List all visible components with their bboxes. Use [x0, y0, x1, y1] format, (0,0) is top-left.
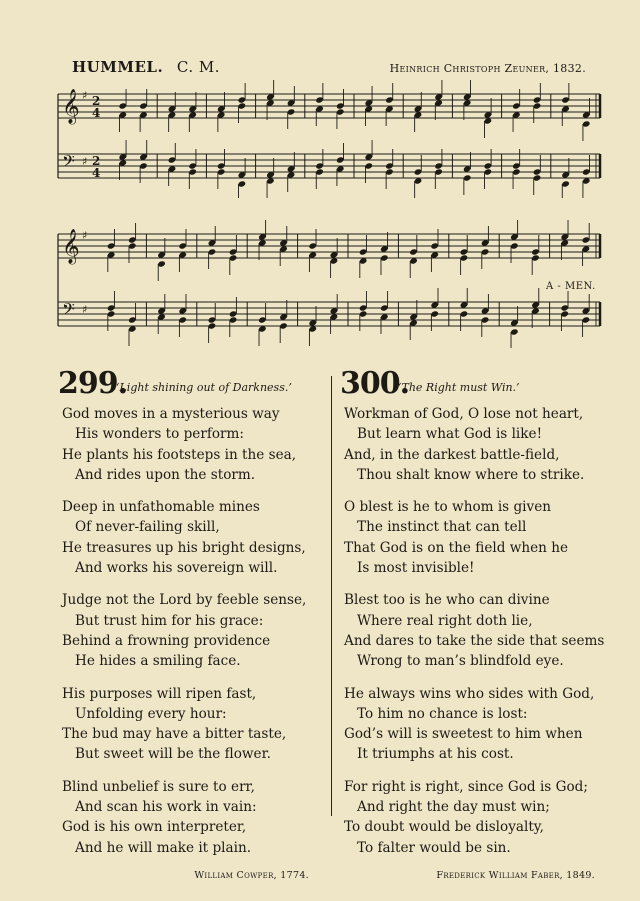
hymn-header	[58, 366, 327, 404]
stanza	[344, 684, 609, 765]
stanza	[62, 404, 327, 485]
stanza	[62, 777, 327, 858]
bass-clef: 𝄢	[62, 151, 75, 175]
verse-line: And dares to take the side that seems	[344, 632, 605, 649]
verse-line: God moves in a mysterious way	[62, 406, 280, 422]
verse-line: The bud may have a bitter taste,	[62, 726, 287, 743]
verse-line: He always wins who sides with God,	[344, 685, 595, 702]
verse-line: The instinct that can tell	[357, 519, 527, 536]
verse-line: But learn what God is like!	[357, 426, 543, 443]
key-sharp: ♯	[82, 89, 88, 102]
amen-lyric: A - MEN.	[546, 281, 596, 292]
key-sharp: ♯	[82, 229, 88, 242]
verse-line: And right the day must win;	[357, 799, 550, 816]
composer-credit: Heinrich Christoph Zeuner, 1832.	[389, 62, 586, 75]
verse-line: And he will make it plain.	[75, 839, 252, 856]
time-signature: 4	[92, 166, 101, 180]
verse-line: And scan his work in vain:	[75, 799, 257, 816]
hymn-header	[340, 366, 609, 404]
score-system-2-svg	[56, 218, 606, 348]
time-signature: 2	[92, 94, 101, 108]
verse-line: To doubt would be disloyalty,	[344, 819, 545, 836]
verse-line: O blest is he to whom is given	[344, 499, 552, 516]
verse-line: That God is on the field when he	[344, 539, 569, 556]
verse-line: Judge not the Lord by feeble sense,	[62, 592, 307, 609]
verse-line: And rides upon the storm.	[75, 466, 256, 483]
stanza	[62, 590, 327, 671]
verse-line: Where real right doth lie,	[357, 612, 533, 629]
hymn-subtitle: ‘The Right must Win.’	[398, 381, 520, 394]
verse-line: Is most invisible!	[357, 560, 475, 577]
hymn-number: 300.	[340, 366, 410, 401]
verse-line: Workman of God, O lose not heart,	[344, 406, 584, 422]
stanza	[344, 497, 609, 578]
verse-line: And works his sovereign will.	[75, 560, 278, 577]
verse-line: It triumphs at his cost.	[357, 746, 514, 763]
hymn-stanzas	[62, 404, 327, 858]
treble-clef: 𝄞	[62, 229, 80, 264]
hymn-299	[58, 366, 327, 881]
verse-line: God’s will is sweetest to him when	[344, 726, 583, 743]
verse-line: To falter would be sin.	[357, 839, 511, 856]
verse-line: Blest too is he who can divine	[344, 592, 550, 609]
verse-line: His purposes will ripen fast,	[62, 685, 257, 702]
verse-line: He treasures up his bright designs,	[62, 539, 306, 556]
tune-heading	[72, 58, 220, 76]
key-sharp: ♯	[82, 155, 88, 168]
verse-line: To him no chance is lost:	[357, 705, 528, 722]
time-signature: 2	[92, 154, 101, 168]
verse-line: Blind unbelief is sure to err,	[62, 778, 255, 795]
hymn-author: Frederick William Faber, 1849.	[436, 869, 595, 881]
bass-clef: 𝄢	[62, 299, 75, 323]
verse-line: Of never-failing skill,	[75, 519, 220, 536]
treble-clef: 𝄞	[62, 89, 80, 124]
verse-line: He hides a smiling face.	[75, 653, 241, 670]
music-score-system-1	[56, 80, 606, 198]
verse-line: Thou shalt know where to strike.	[357, 466, 585, 483]
verse-line: God is his own interpreter,	[62, 819, 247, 836]
hymn-stanzas	[344, 404, 609, 858]
stanza	[344, 404, 609, 485]
verse-line: Unfolding every hour:	[75, 705, 227, 722]
verse-line: For right is right, since God is God;	[344, 778, 588, 795]
tune-meter: C. M.	[176, 58, 221, 76]
hymn-300	[340, 366, 609, 881]
verse-line: But sweet will be the flower.	[75, 746, 271, 763]
verse-line: He plants his footsteps in the sea,	[62, 446, 297, 463]
score-system-1-svg	[56, 80, 606, 198]
hymn-subtitle: ‘Light shining out of Darkness.’	[116, 381, 292, 394]
hymn-number: 299.	[58, 366, 128, 401]
verse-line: His wonders to perform:	[75, 426, 245, 443]
hymn-author: William Cowper, 1774.	[194, 869, 309, 881]
time-signature: 4	[92, 106, 101, 120]
stanza	[62, 497, 327, 578]
column-divider	[331, 376, 332, 816]
stanza	[344, 590, 609, 671]
verse-line: Behind a frowning providence	[62, 632, 271, 649]
key-sharp: ♯	[82, 303, 88, 316]
stanza	[62, 684, 327, 765]
verse-line: Wrong to man’s blindfold eye.	[357, 653, 564, 670]
music-score-system-2	[56, 218, 606, 348]
stanza	[344, 777, 609, 858]
verse-line: But trust him for his grace:	[75, 612, 264, 629]
tune-name: HUMMEL.	[72, 58, 164, 76]
verse-line: Deep in unfathomable mines	[62, 499, 260, 516]
verse-line: And, in the darkest battle-field,	[344, 446, 560, 463]
